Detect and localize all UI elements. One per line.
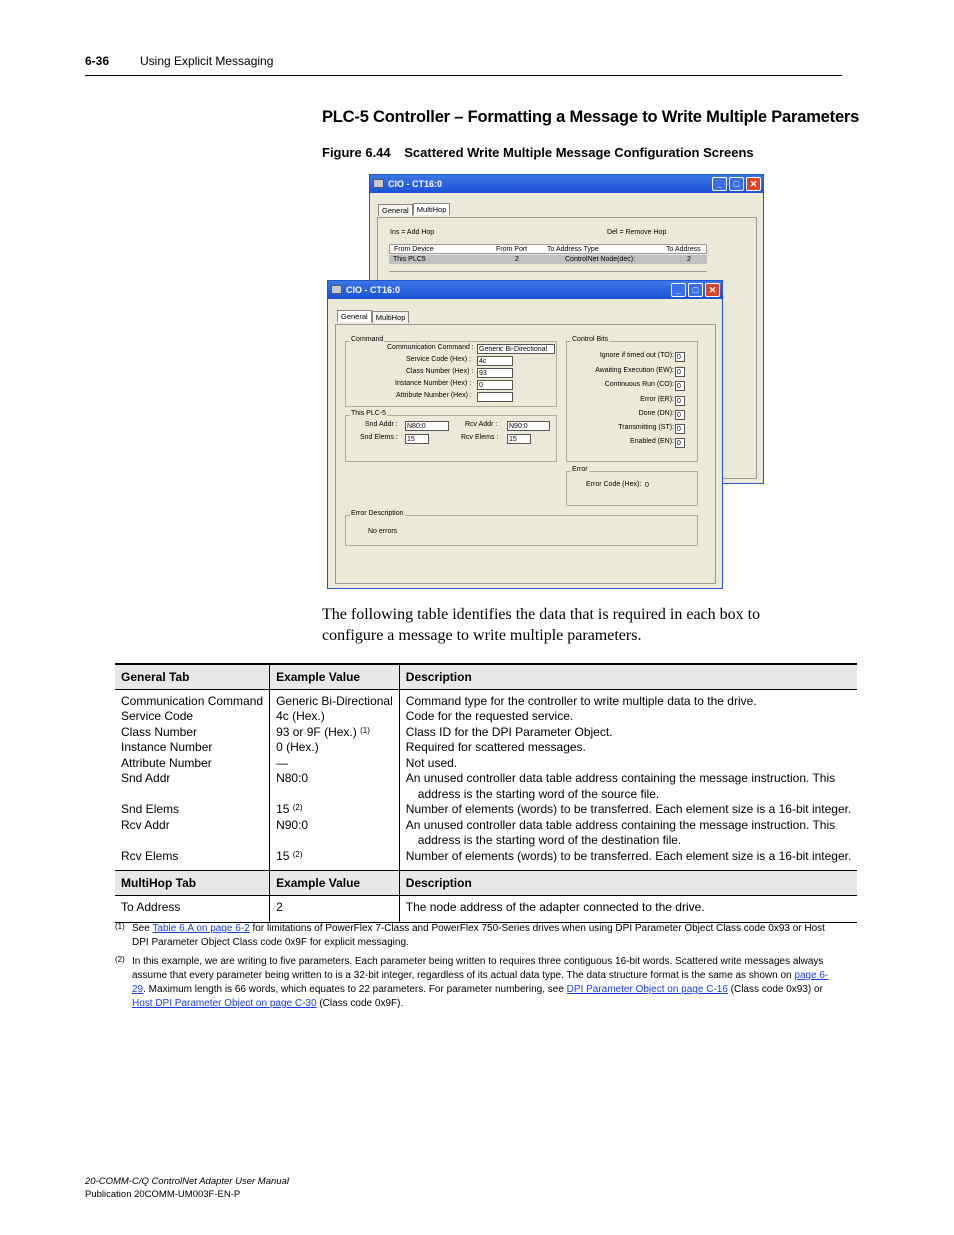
- footer-publication: Publication 20COMM-UM003F-EN-P: [85, 1189, 241, 1200]
- figure-caption-text: Scattered Write Multiple Message Configuration Screens: [404, 145, 754, 160]
- table-header-row: [115, 664, 857, 689]
- cell-value: 2: [270, 896, 400, 923]
- maximize-icon[interactable]: □: [729, 177, 744, 191]
- cell-spacer: [276, 833, 393, 849]
- footnote-ref-1: (1): [360, 725, 370, 735]
- control-bit-st-field[interactable]: 0: [675, 424, 685, 434]
- hop-table-row[interactable]: [389, 255, 707, 264]
- cell-name: Rcv Elems: [121, 848, 179, 863]
- parameter-table: [115, 663, 857, 923]
- footnote-1: [115, 922, 842, 950]
- footnote-text: (Class code 0x9F).: [319, 998, 404, 1009]
- col-example-value: Example Value: [270, 871, 400, 896]
- row-from-port: 2: [515, 256, 519, 263]
- cell-name: Snd Addr: [121, 771, 171, 785]
- col-description: Description: [399, 664, 857, 689]
- control-bit-co-field[interactable]: 0: [675, 381, 685, 391]
- snd-elems-label: Snd Elems :: [360, 434, 398, 441]
- control-bit-ew-field[interactable]: 0: [675, 367, 685, 377]
- front-tabs: [337, 311, 407, 323]
- cell-name: Snd Elems: [121, 802, 180, 816]
- cell-value-text: 93 or 9F (Hex.): [276, 724, 357, 739]
- cell-desc: Command type for the controller to write multiple data to the drive.: [405, 693, 757, 708]
- cell-value: [276, 849, 393, 865]
- cell-value-text: 15: [276, 802, 290, 816]
- tab-multihop[interactable]: MultiHop: [413, 203, 451, 215]
- figure-caption: [322, 145, 754, 160]
- control-bit-co-label: Continuous Run (CO):: [604, 381, 674, 388]
- rcv-elems-label: Rcv Elems :: [461, 434, 499, 441]
- snd-elems-field[interactable]: 15: [405, 434, 429, 444]
- footer-manual: 20-COMM-C/Q ControlNet Adapter User Manual: [85, 1176, 289, 1187]
- minimize-icon[interactable]: _: [712, 177, 727, 191]
- control-bit-dn-label: Done (DN):: [638, 410, 674, 417]
- del-hint: Del = Remove Hop: [607, 229, 667, 236]
- page-header: [85, 54, 842, 76]
- rcv-elems-field[interactable]: 15: [507, 434, 531, 444]
- cell-value: —: [276, 755, 289, 770]
- row-to-address: 2: [687, 256, 691, 263]
- cell-value: N80:0: [276, 771, 309, 785]
- cell-name: Instance Number: [121, 740, 213, 754]
- page-footer: [85, 1175, 289, 1201]
- footnote-text: (Class code 0x93) or: [730, 984, 823, 995]
- attribute-number-field[interactable]: [477, 392, 513, 402]
- control-bit-er-field[interactable]: 0: [675, 396, 685, 406]
- figure-number: Figure 6.44: [322, 145, 391, 160]
- class-number-field[interactable]: 93: [477, 368, 513, 378]
- cell-name: Rcv Addr: [121, 817, 170, 832]
- col-to-address: To Address: [666, 246, 701, 253]
- control-bit-to-field[interactable]: 0: [675, 352, 685, 362]
- comm-command-field[interactable]: Generic Bi-Directional: [477, 344, 555, 354]
- cell-name: Class Number: [121, 724, 198, 739]
- footnote-2-mark: (2): [115, 955, 125, 964]
- cell-value: [276, 725, 393, 741]
- window-icon: [331, 285, 342, 294]
- row-from-device: This PLC5: [393, 256, 426, 263]
- ins-hint: Ins = Add Hop: [390, 229, 435, 236]
- control-bit-to-label: Ignore if timed out (TO):: [599, 352, 674, 359]
- control-bit-st-label: Transmitting (ST):: [618, 424, 674, 431]
- cell-desc-continued: address is the starting word of the destination file.: [417, 833, 682, 847]
- rcv-addr-field[interactable]: N90:0: [507, 421, 550, 431]
- control-bit-dn-field[interactable]: 0: [675, 410, 685, 420]
- close-icon[interactable]: ✕: [746, 177, 761, 191]
- close-icon[interactable]: ✕: [705, 283, 720, 297]
- error-code-value: 0: [645, 482, 649, 489]
- footnote-ref-2: (2): [292, 803, 303, 812]
- footnote-text: . Maximum length is 66 words, which equates to 22 parameters. For parameter numbering, see: [143, 984, 564, 995]
- control-bit-en-label: Enabled (EN):: [630, 438, 674, 445]
- header-title: Using Explicit Messaging: [140, 54, 274, 68]
- cell-desc: The node address of the adapter connected to the drive.: [399, 896, 857, 923]
- cell-desc-continued: address is the starting word of the source file.: [417, 786, 660, 801]
- page-number: 6-36: [85, 54, 110, 68]
- cell-desc: Number of elements (words) to be transferred. Each element size is a 16-bit integer.: [405, 848, 852, 863]
- cell-spacer: [121, 787, 263, 803]
- error-description-group: [345, 510, 698, 546]
- plc5-group-label: This PLC-5: [351, 410, 387, 417]
- col-description: Description: [399, 871, 857, 896]
- rcv-addr-label: Rcv Addr :: [465, 421, 498, 428]
- cell-value: 4c (Hex.): [276, 709, 325, 723]
- error-group-label: Error: [572, 466, 588, 473]
- control-bits-group-label: Control Bits: [572, 336, 609, 343]
- cell-value: 0 (Hex.): [276, 740, 319, 754]
- link-host-dpi-parameter-object[interactable]: Host DPI Parameter Object on page C-30: [132, 998, 317, 1009]
- footnote-1-mark: (1): [115, 922, 125, 931]
- cell-desc: An unused controller data table address containing the message instruction. This: [405, 771, 836, 785]
- back-window-titlebar: [370, 175, 763, 193]
- cell-desc: Class ID for the DPI Parameter Object.: [405, 724, 613, 739]
- table-header-row-2: [115, 871, 857, 896]
- col-general-tab: General Tab: [115, 664, 270, 689]
- window-icon: [373, 179, 384, 188]
- tab-general[interactable]: General: [378, 204, 413, 216]
- comm-command-label: Communication Command :: [387, 344, 474, 351]
- example-value-cell: [270, 689, 400, 871]
- cell-desc: Not used.: [405, 755, 458, 770]
- footnote-text: See: [132, 923, 150, 934]
- error-description-label: Error Description: [351, 510, 404, 517]
- cell-name: Service Code: [121, 709, 194, 723]
- tab-general[interactable]: General: [337, 310, 372, 322]
- cell-spacer: [121, 833, 263, 849]
- error-description-text: No errors: [368, 528, 398, 535]
- attribute-number-label: Attribute Number (Hex) :: [396, 392, 472, 399]
- instance-number-field[interactable]: 0: [477, 380, 513, 390]
- front-window-title: CIO - CT16:0: [346, 285, 401, 295]
- snd-addr-field[interactable]: N80:0: [405, 421, 449, 431]
- snd-addr-label: Snd Addr :: [365, 421, 398, 428]
- description-cell: [399, 689, 857, 871]
- cell-name: Attribute Number: [121, 755, 212, 770]
- cell-value-text: 15: [276, 848, 290, 863]
- table-row: [115, 689, 857, 871]
- row-to-address-type: ControlNet Node(dec):: [565, 256, 636, 263]
- class-number-label: Class Number (Hex) :: [406, 368, 474, 375]
- footnote-text: In this example, we are writing to five parameters. Each parameter being written to requires three contiguous 16-bit words. Scattered write messages always assume that every parameter being written to is a 32-bit integer, regardless of its actual data type. The data structure format is the same as shown on: [132, 956, 824, 981]
- cell-name: To Address: [115, 896, 270, 923]
- footnotes: [115, 922, 842, 1016]
- footnote-2: [115, 955, 842, 1011]
- cell-spacer: [276, 787, 393, 803]
- col-example-value: Example Value: [270, 664, 400, 689]
- hop-table-divider: [389, 264, 707, 272]
- cell-desc: Required for scattered messages.: [405, 740, 586, 754]
- control-bit-en-field[interactable]: 0: [675, 438, 685, 448]
- cell-desc: Code for the requested service.: [405, 709, 574, 723]
- table-row: [115, 896, 857, 923]
- cell-desc: An unused controller data table address containing the message instruction. This: [405, 817, 836, 832]
- instance-number-label: Instance Number (Hex) :: [395, 380, 472, 387]
- command-group-label: Command: [351, 336, 384, 343]
- general-tab-cell: [115, 689, 270, 871]
- footnote-text: for limitations of PowerFlex 7-Class and PowerFlex 750-Series drives when using DPI Parameter Object Class code 0x93 or Host DPI Parameter Object Class code 0x9F for explicit messaging.: [132, 923, 825, 948]
- link-page-6-29[interactable]: page 6-29: [132, 970, 829, 995]
- cell-value: N90:0: [276, 817, 309, 832]
- back-tabs: [378, 204, 448, 216]
- hop-table-header: [389, 244, 707, 254]
- col-to-address-type: To Address Type: [547, 246, 599, 253]
- link-dpi-parameter-object[interactable]: DPI Parameter Object on page C-16: [566, 984, 728, 995]
- col-from-port: From Port: [496, 246, 528, 253]
- minimize-icon[interactable]: _: [671, 283, 686, 297]
- maximize-icon[interactable]: □: [688, 283, 703, 297]
- control-bit-ew-label: Awaiting Execution (EW):: [595, 367, 674, 374]
- service-code-label: Service Code (Hex) :: [406, 356, 471, 363]
- service-code-field[interactable]: 4c: [477, 356, 513, 366]
- cell-desc: Number of elements (words) to be transferred. Each element size is a 16-bit integer.: [405, 802, 852, 816]
- link-table-6a[interactable]: Table 6.A on page 6-2: [152, 923, 250, 934]
- footnote-ref-2: (2): [292, 849, 303, 859]
- col-from-device: From Device: [394, 246, 434, 253]
- cell-value: [276, 802, 393, 818]
- section-title: PLC-5 Controller – Formatting a Message to Write Multiple Parameters: [322, 108, 860, 126]
- front-window-titlebar: [328, 281, 722, 299]
- cell-name: Communication Command: [121, 693, 264, 708]
- error-group: [566, 466, 698, 506]
- error-code-label: Error Code (Hex):: [586, 481, 642, 488]
- cell-value: Generic Bi-Directional: [276, 693, 393, 708]
- back-window-title: CIO - CT16:0: [388, 179, 443, 189]
- intro-paragraph: The following table identifies the data that is required in each box to configure a message to write multiple parameters.: [322, 606, 761, 644]
- col-multihop-tab: MultiHop Tab: [115, 871, 270, 896]
- control-bit-er-label: Error (ER):: [640, 396, 674, 403]
- tab-multihop[interactable]: MultiHop: [372, 311, 410, 323]
